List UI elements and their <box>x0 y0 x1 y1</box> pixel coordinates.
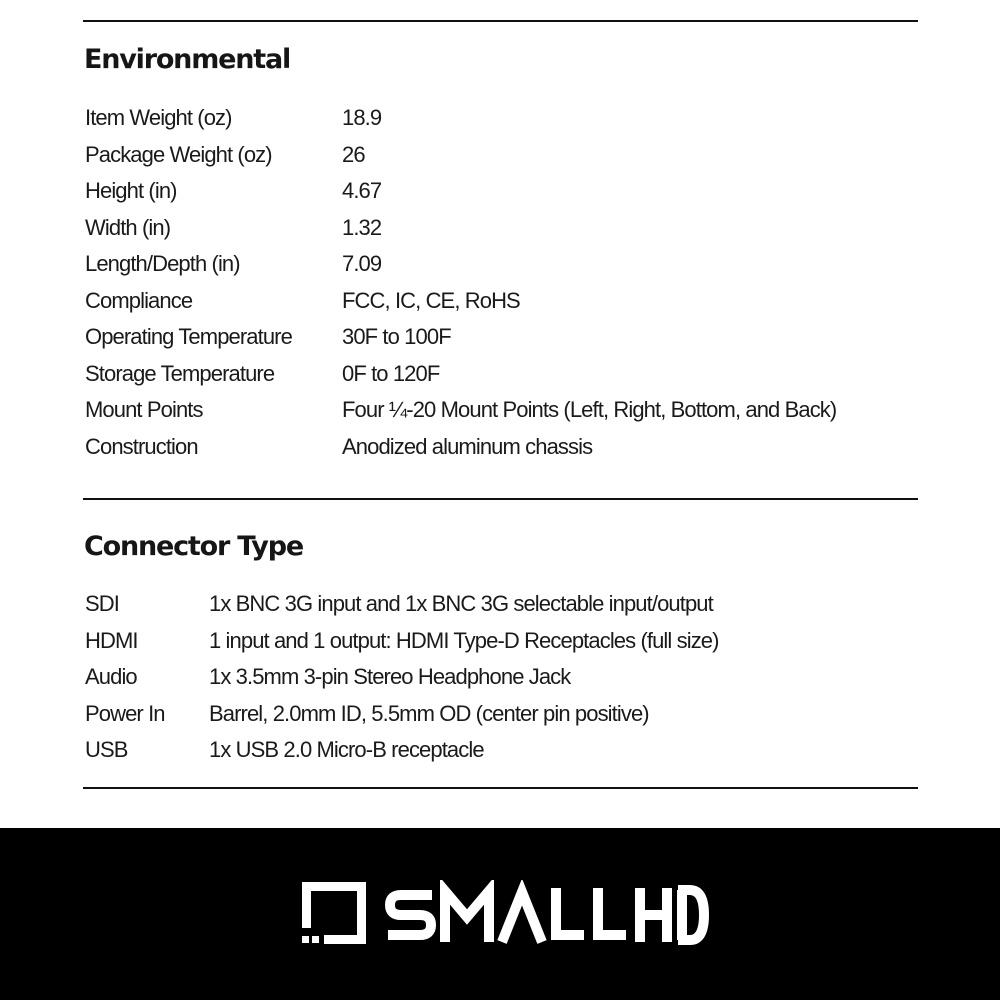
wordmark <box>388 888 704 942</box>
spec-value: 1.32 <box>342 214 382 240</box>
middle-divider <box>83 498 918 500</box>
spec-value: 1 input and 1 output: HDMI Type-D Receptacles (full size) <box>209 627 719 653</box>
spec-label: Item Weight (oz) <box>85 105 232 130</box>
spec-value: 4.67 <box>342 178 382 203</box>
spec-value: 7.09 <box>342 251 382 276</box>
spec-label: Length/Depth (in) <box>85 251 240 276</box>
spec-value: 26 <box>342 141 365 167</box>
spec-value: Four ¼-20 Mount Points (Left, Right, Bottom, and Back) <box>342 397 837 422</box>
spec-label: Package Weight (oz) <box>85 141 272 167</box>
top-divider <box>83 20 918 22</box>
environmental-heading: Environmental <box>84 44 291 75</box>
spec-label: Mount Points <box>85 397 203 422</box>
spec-value: FCC, IC, CE, RoHS <box>342 287 520 313</box>
spec-value: 30F to 100F <box>342 324 451 349</box>
spec-label: USB <box>85 737 128 762</box>
spec-label: Width (in) <box>85 214 171 240</box>
spec-value: 18.9 <box>342 105 382 130</box>
spec-value: 1x BNC 3G input and 1x BNC 3G selectable input/output <box>209 591 713 616</box>
spec-label: Height (in) <box>85 178 177 203</box>
smallhd-logo <box>298 880 710 950</box>
spec-label: Construction <box>85 433 198 459</box>
spec-label: SDI <box>85 591 119 616</box>
monitor-icon <box>302 882 366 944</box>
spec-value: Barrel, 2.0mm ID, 5.5mm OD (center pin positive) <box>209 700 649 726</box>
spec-label: Compliance <box>85 287 193 313</box>
spec-label: HDMI <box>85 627 138 653</box>
spec-label: Audio <box>85 664 137 689</box>
connector-type-heading: Connector Type <box>84 531 303 562</box>
spec-label: Storage Temperature <box>85 360 275 386</box>
spec-label: Power In <box>85 700 165 726</box>
spec-value: 0F to 120F <box>342 360 440 386</box>
spec-value: 1x 3.5mm 3-pin Stereo Headphone Jack <box>209 664 571 689</box>
spec-value: 1x USB 2.0 Micro-B receptacle <box>209 737 484 762</box>
spec-value: Anodized aluminum chassis <box>342 433 593 459</box>
spec-label: Operating Temperature <box>85 324 292 349</box>
bottom-divider <box>83 787 918 789</box>
